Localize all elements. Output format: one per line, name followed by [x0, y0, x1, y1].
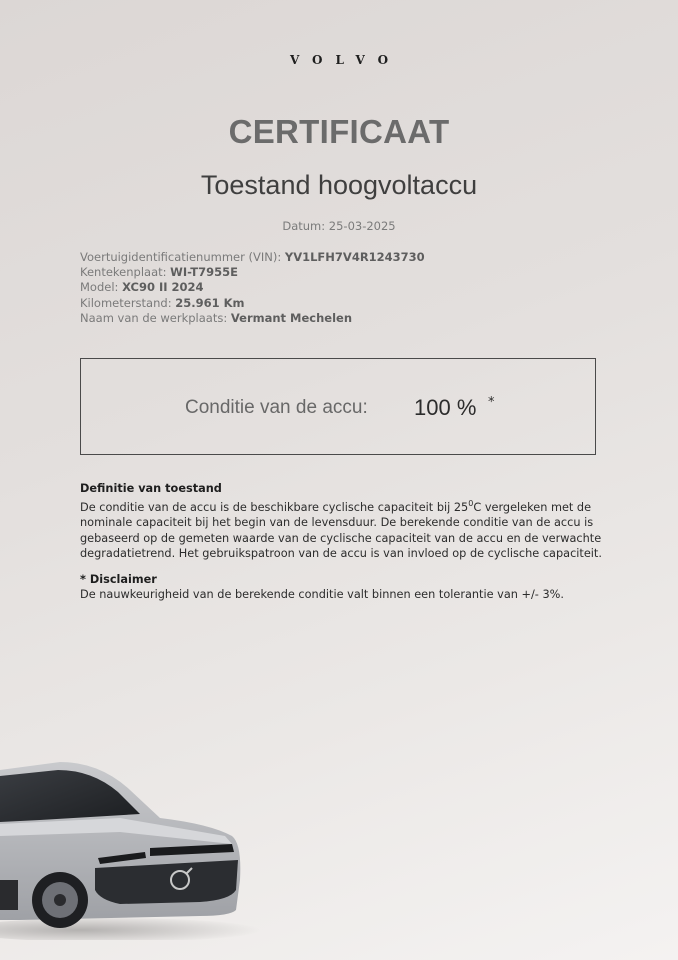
car-image: [0, 740, 300, 940]
model-row: [80, 280, 425, 295]
odometer-value: 25.961 Km: [175, 295, 245, 310]
definition-heading: Definitie van toestand: [80, 482, 222, 495]
vin-value: YV1LFH7V4R1243730: [284, 250, 425, 264]
plate-value: WI-T7955E: [170, 265, 238, 280]
vin-label: Voertuigidentificatienummer (VIN):: [80, 250, 285, 264]
certificate-title: CERTIFICAAT: [228, 113, 450, 150]
certificate-date: Datum: 25-03-2025: [282, 219, 396, 233]
workshop-value: Vermant Mechelen: [230, 310, 353, 325]
battery-condition-value: 100 %: [414, 395, 477, 420]
certificate-subtitle: Toestand hoogvoltaccu: [200, 170, 478, 200]
disclaimer-text: De nauwkeurigheid van de berekende conditie valt binnen een tolerantie van +/- 3%.: [80, 588, 564, 602]
odometer-row: [80, 296, 425, 311]
definition-section: [80, 481, 620, 561]
odometer-label: Kilometerstand:: [80, 295, 176, 310]
battery-condition-label: Conditie van de accu:: [185, 397, 368, 418]
plate-row: [80, 265, 425, 280]
definition-text-part1: De conditie van de accu is de beschikbare cyclische capaciteit bij 25: [80, 501, 469, 515]
definition-text: [80, 496, 620, 561]
footnote-mark: *: [488, 395, 495, 410]
vehicle-info: [80, 250, 425, 326]
volvo-logo: VOLVO: [289, 53, 402, 67]
disclaimer-section: [80, 572, 620, 603]
workshop-label: Naam van de werkplaats:: [80, 310, 231, 325]
model-value: XC90 II 2024: [122, 280, 204, 295]
degree-mark: 0: [468, 499, 474, 509]
disclaimer-heading: * Disclaimer: [80, 573, 157, 586]
vin-row: [80, 250, 425, 265]
workshop-row: [80, 311, 425, 326]
definition-text-part2: C vergeleken met de nominale capaciteit bij het begin van de levensduur. De berekende conditie van de accu is gebaseerd op de gemeten waarde van de cyclische capaciteit van de accu en de verwachte degradatietrend. Het gebruikspatroon van de accu is van invloed op de cyclische capaciteit.: [80, 501, 602, 560]
plate-label: Kentekenplaat:: [80, 265, 171, 280]
model-label: Model:: [80, 280, 123, 295]
battery-condition-box: [80, 358, 596, 455]
